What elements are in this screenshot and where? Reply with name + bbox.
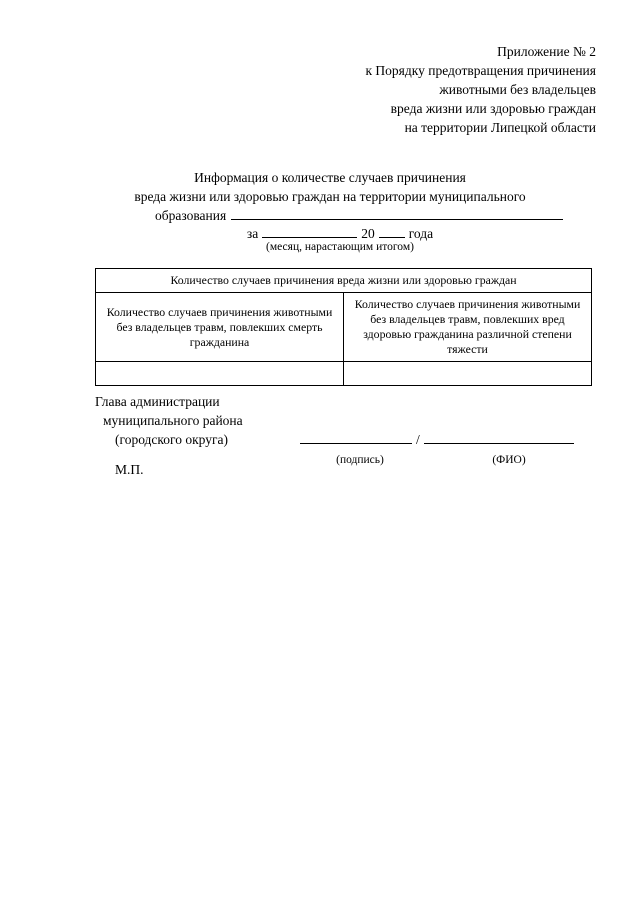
- signature-blank[interactable]: [300, 430, 412, 444]
- appendix-line-4: вреда жизни или здоровью граждан: [390, 101, 596, 116]
- period-prefix: за: [246, 226, 259, 241]
- table-row: [96, 362, 592, 386]
- title-line-3: [95, 206, 565, 225]
- appendix-line-2: к Порядку предотвращения причинения: [365, 63, 596, 78]
- appendix-header: [176, 42, 596, 137]
- period-year-blank[interactable]: [379, 224, 405, 238]
- period-note: (месяц, нарастающим итогом): [266, 241, 414, 253]
- period-year-mark: 20: [361, 226, 375, 241]
- document-title: [95, 168, 565, 225]
- table-column-1: Количество случаев причинения животными без владельцев травм, повлекших смерть гражданина: [96, 293, 344, 362]
- municipality-blank-line[interactable]: [231, 206, 563, 220]
- title-line-2: вреда жизни или здоровью граждан на территории муниципального: [134, 189, 526, 204]
- period-month-blank[interactable]: [262, 224, 357, 238]
- info-table-wrap: [95, 268, 592, 386]
- stamp-mark: М.П.: [115, 462, 144, 477]
- name-blank[interactable]: [424, 430, 574, 444]
- table-column-row: [96, 293, 592, 362]
- signer-role-line-2: муниципального района: [103, 413, 243, 428]
- caption-signature: (подпись): [336, 454, 384, 466]
- signer-role: [95, 392, 305, 449]
- signature-lines: [300, 430, 600, 449]
- period-suffix: года: [408, 226, 434, 241]
- period-line: [210, 224, 470, 242]
- appendix-line-5: на территории Липецкой области: [404, 120, 596, 135]
- table-cell-value-1[interactable]: [96, 362, 344, 386]
- title-line-1: Информация о количестве случаев причинения: [194, 170, 466, 185]
- signature-separator: /: [416, 432, 420, 447]
- signer-role-line-1: Глава администрации: [95, 394, 220, 409]
- signature-captions: [300, 451, 600, 470]
- table-main-header: Количество случаев причинения вреда жизни или здоровью граждан: [96, 269, 592, 293]
- table-header-row: [96, 269, 592, 293]
- appendix-line-1: Приложение № 2: [497, 44, 596, 59]
- caption-name: (ФИО): [492, 454, 526, 466]
- municipality-label: образования: [155, 208, 227, 223]
- signer-role-line-3: (городского округа): [115, 432, 229, 447]
- info-table: [95, 268, 592, 386]
- table-column-2: Количество случаев причинения животными без владельцев травм, повлекших вред здоровью гражданина различной степени тяжести: [344, 293, 592, 362]
- signature-fields: [300, 430, 600, 470]
- appendix-line-3: животными без владельцев: [439, 82, 596, 97]
- table-cell-value-2[interactable]: [344, 362, 592, 386]
